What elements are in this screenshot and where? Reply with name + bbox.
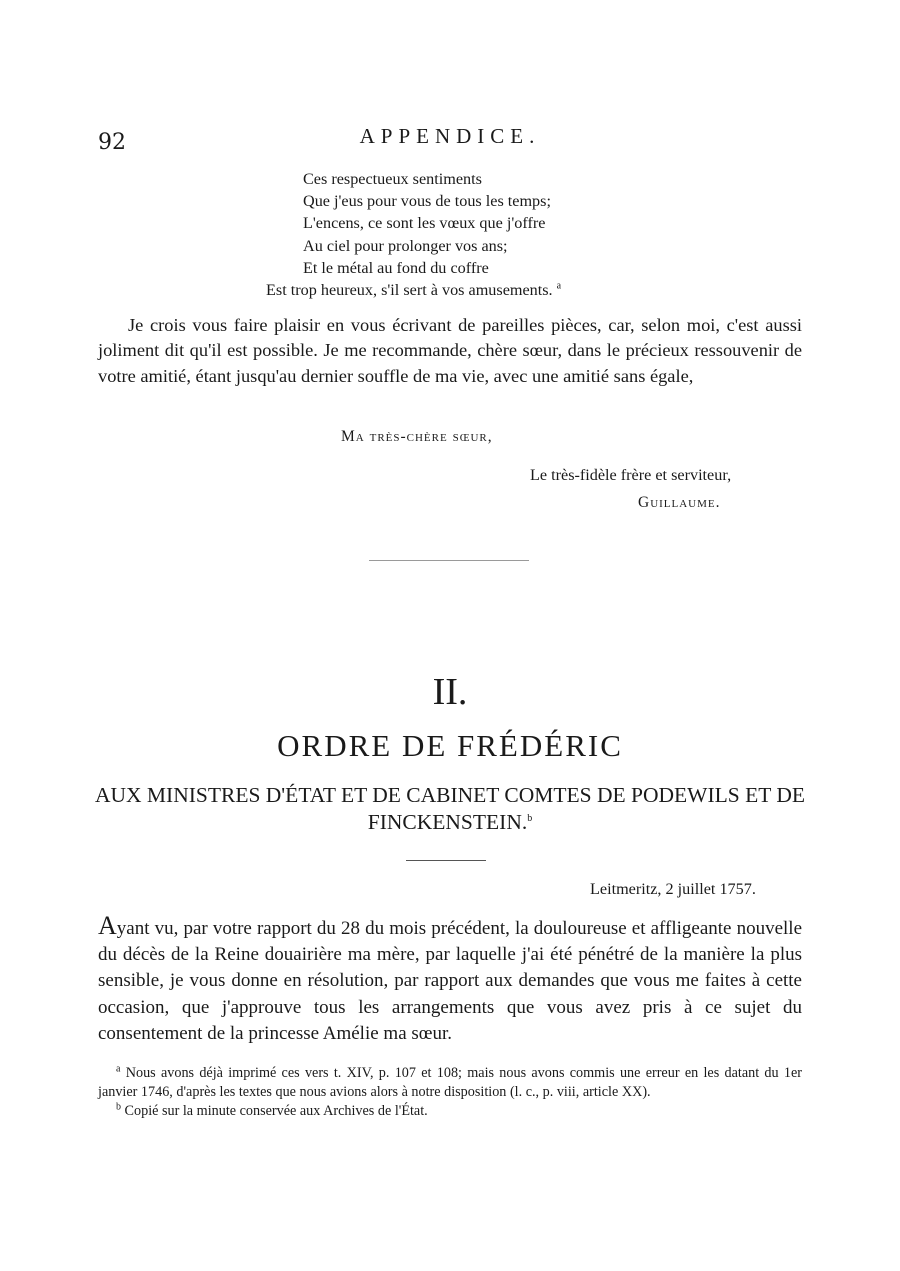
poem-line: Que j'eus pour vous de tous les temps;: [303, 192, 551, 211]
footnote-text: Nous avons déjà imprimé ces vers t. XIV, p. 107 et 108; mais nous avons commis une erreur en les datant du 1er janvier 1746, d'après les textes que nous avions alors à notre disposition (l. c., p. viii, article XX).: [98, 1065, 803, 1101]
footnote-ref-b: b: [527, 812, 533, 824]
order-paragraph-text: yant vu, par votre rapport du 28 du mois précédent, la douloureuse et affligeante nouvelle du décès de la Reine douairière ma mère, par laquelle j'ai été pénétré de la manière la plus sensible, je vous donne en résolution, par rapport aux demandes que vous me faites à cette occasion, que j'approuve tous les arrangements que vous avez pris à ce sujet du consentement de la princesse Amélie ma sœur.: [98, 918, 802, 1044]
page-number: 92: [98, 130, 126, 155]
footnote-text: Copié sur la minute conservée aux Archives de l'État.: [124, 1103, 428, 1120]
drop-cap: A: [98, 911, 117, 940]
title-rule: [406, 860, 486, 861]
footnote-a: [98, 1064, 802, 1102]
section-subtitle-text: AUX MINISTRES D'ÉTAT ET DE CABINET COMTES DE PODEWILS ET DE FINCKENSTEIN.: [94, 783, 806, 834]
section-title: ORDRE DE FRÉDÉRIC: [277, 728, 623, 763]
closing: Le très-fidèle frère et serviteur,: [530, 466, 732, 484]
poem-line-text: Est trop heureux, s'il sert à vos amusements.: [266, 281, 553, 300]
dateline: Leitmeritz, 2 juillet 1757.: [590, 880, 756, 898]
salutation: Ma très-chère sœur,: [341, 428, 493, 445]
order-paragraph: [98, 913, 802, 1047]
poem-line: Ces respectueux sentiments: [303, 170, 482, 188]
section-divider: [369, 560, 529, 561]
signature: Guillaume.: [638, 494, 721, 511]
footnote-marker: b: [116, 1101, 121, 1113]
letter-paragraph: Je crois vous faire plaisir en vous écrivant de pareilles pièces, car, selon moi, c'est aussi joliment dit qu'il est possible. Je me recommande, chère sœur, dans le précieux ressouvenir de votre amitié, étant jusqu'au dernier souffle de ma vie, avec une amitié sans égale,: [98, 315, 802, 386]
footnote-b: [98, 1102, 802, 1121]
poem-line-last: [266, 279, 561, 301]
footnotes: [98, 1064, 802, 1122]
section-number: II.: [432, 671, 468, 713]
poem-line: Au ciel pour prolonger vos ans;: [303, 236, 508, 255]
footnote-marker: a: [116, 1063, 121, 1075]
poem-line: L'encens, ce sont les vœux que j'offre: [303, 214, 546, 233]
running-head: APPENDICE.: [359, 124, 541, 148]
poem: [266, 168, 561, 301]
footnote-ref-a: a: [556, 280, 562, 292]
poem-line: Et le métal au fond du coffre: [303, 258, 489, 277]
section-subtitle: [90, 782, 810, 836]
